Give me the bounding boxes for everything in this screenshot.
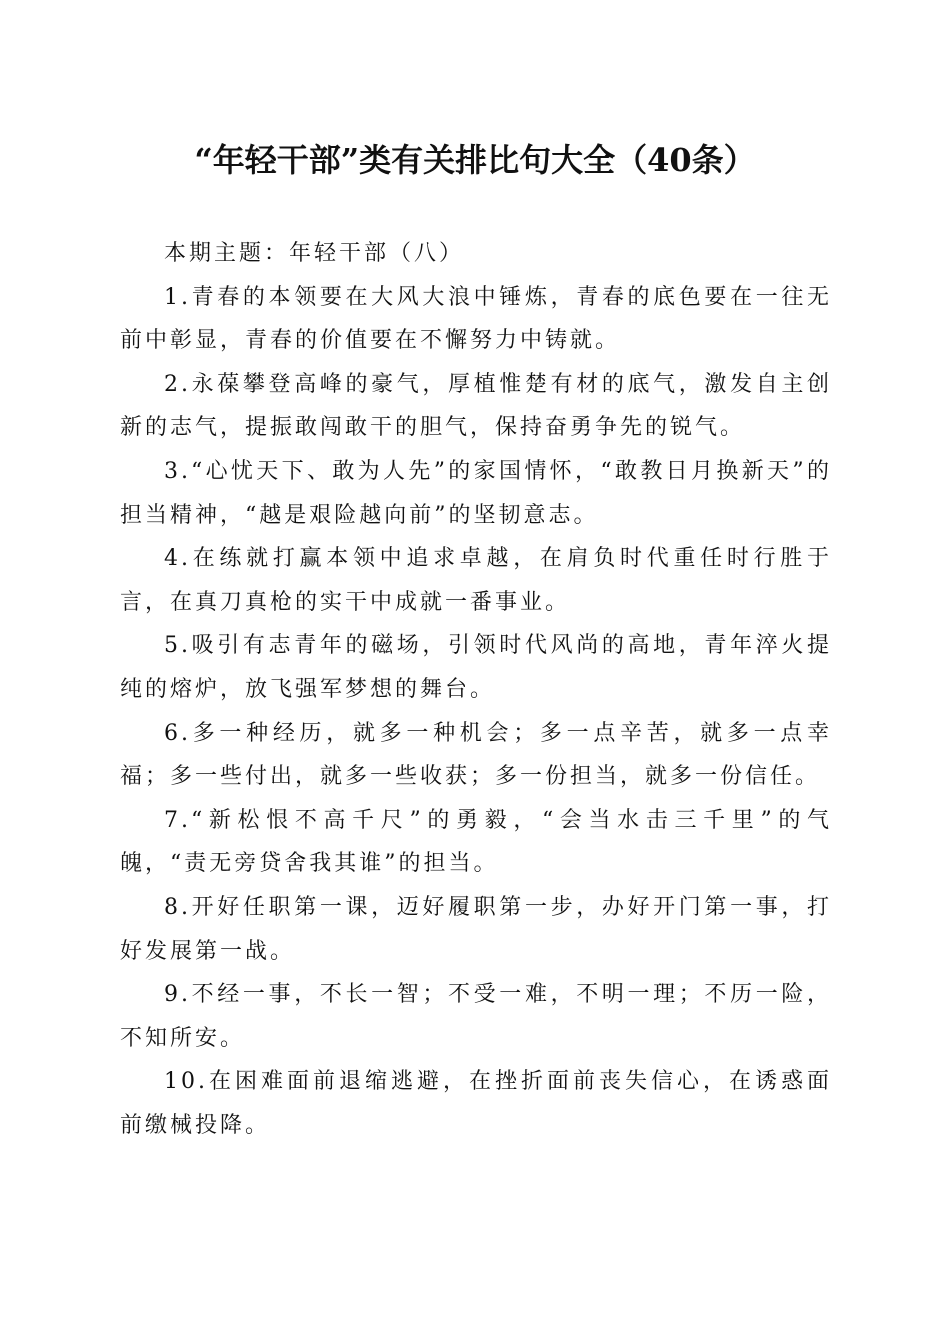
list-item: 1.青春的本领要在大风大浪中锤炼，青春的底色要在一往无前中彰显，青春的价值要在不懈努力中铸就。 <box>120 284 832 354</box>
list-item: 5.吸引有志青年的磁场，引领时代风尚的高地，青年淬火提纯的熔炉，放飞强军梦想的舞台。 <box>120 633 832 702</box>
list-item: 9.不经一事，不长一智；不受一难，不明一理；不历一险，不知所安。 <box>120 982 832 1051</box>
document-title: “年轻干部”类有关排比句大全（40条） <box>194 141 756 179</box>
theme-line: 本期主题：年轻干部（八） <box>164 241 465 266</box>
list-item: 10.在困难面前退缩逃避，在挫折面前丧失信心，在诱惑面前缴械投降。 <box>120 1069 832 1138</box>
list-item: 3.“心忧天下、敢为人先”的家国情怀，“敢教日月换新天”的担当精神，“越是艰险越向前”的坚韧意志。 <box>120 458 832 528</box>
list-item: 2.永葆攀登高峰的豪气，厚植惟楚有材的底气，激发自主创新的志气，提振敢闯敢干的胆气，保持奋勇争先的锐气。 <box>120 371 832 441</box>
list-item: 4.在练就打赢本领中追求卓越，在肩负时代重任时行胜于言，在真刀真枪的实干中成就一番事业。 <box>120 546 832 615</box>
document-body <box>120 232 832 1147</box>
list-item: 6.多一种经历，就多一种机会；多一点辛苦，就多一点幸福；多一些付出，就多一些收获；多一份担当，就多一份信任。 <box>120 720 832 790</box>
list-item: 8.开好任职第一课，迈好履职第一步，办好开门第一事，打好发展第一战。 <box>120 894 832 964</box>
list-item: 7.“新松恨不高千尺”的勇毅，“会当水击三千里”的气魄，“责无旁贷舍我其谁”的担当。 <box>120 807 832 877</box>
